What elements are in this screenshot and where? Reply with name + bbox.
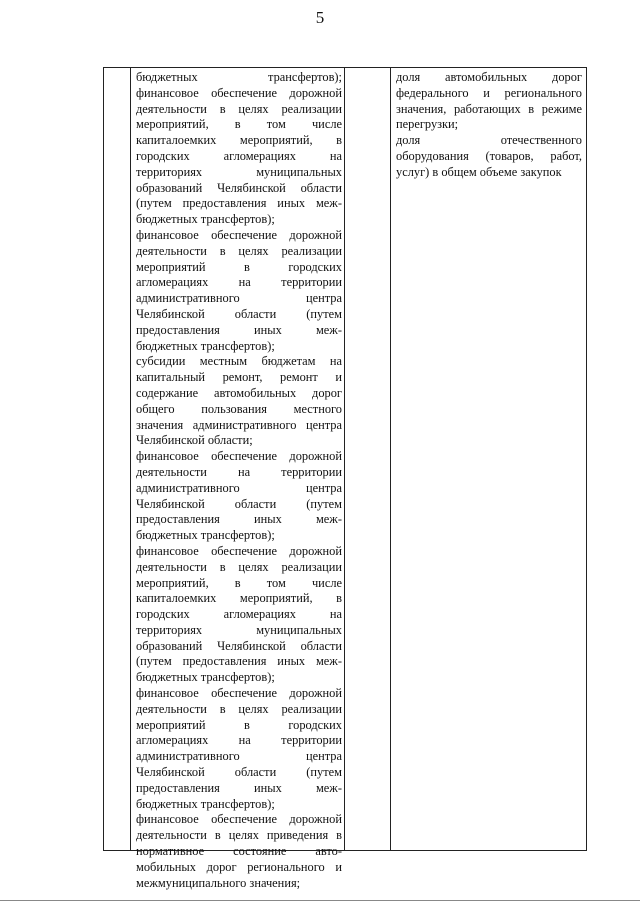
text-line: мероприятий в городских: [136, 717, 342, 732]
page-number: 5: [315, 8, 325, 27]
text-line: нормативное состояние авто-: [136, 844, 342, 859]
text-line: оборудования (товаров, работ,: [396, 148, 582, 163]
text-line: (путем предоставления иных меж-: [136, 196, 342, 211]
text-line: мобильных дорог регионального и: [136, 859, 342, 874]
indicators-cell: [396, 70, 582, 181]
text-line: деятельности в целях реализации: [136, 701, 342, 716]
text-line: финансовое обеспечение дорожной: [136, 812, 342, 827]
text-line: доля автомобильных дорог: [396, 70, 582, 84]
text-line: образований Челябинской области: [136, 638, 342, 653]
text-line: капиталоемких мероприятий, в: [136, 591, 342, 606]
text-line: бюджетных трансфертов);: [136, 212, 275, 227]
text-line: бюджетных трансфертов);: [136, 796, 275, 811]
text-line: Челябинской области (путем: [136, 496, 342, 511]
text-line: капитальный ремонт, ремонт и: [136, 370, 342, 385]
text-line: Челябинской области (путем: [136, 765, 342, 780]
text-line: финансовое обеспечение дорожной: [136, 449, 342, 464]
text-line: бюджетных трансфертов);: [136, 338, 275, 353]
text-line: финансовое обеспечение дорожной: [136, 543, 342, 558]
text-line: бюджетных трансфертов);: [136, 528, 275, 543]
text-line: территориях муниципальных: [136, 164, 342, 179]
text-line: федерального и регионального: [396, 85, 582, 100]
text-line: содержание автомобильных дорог: [136, 385, 342, 400]
text-line: межмуниципального значения;: [136, 875, 301, 890]
column-divider: [130, 68, 131, 850]
text-line: предоставления иных меж-: [136, 322, 342, 337]
text-line: предоставления иных меж-: [136, 780, 342, 795]
text-line: территориях муниципальных: [136, 622, 342, 637]
text-line: деятельности в целях приведения в: [136, 828, 342, 843]
text-line: значения, работающих в режиме: [396, 101, 582, 116]
activities-cell: [136, 70, 342, 891]
text-line: деятельности на территории: [136, 464, 342, 479]
text-line: значения административного центра: [136, 417, 342, 432]
text-line: финансовое обеспечение дорожной: [136, 686, 342, 701]
text-line: агломерациях на территории: [136, 275, 342, 290]
scan-edge-line: [0, 900, 640, 901]
text-line: бюджетных трансфертов);: [136, 670, 275, 685]
text-line: административного центра: [136, 749, 342, 764]
text-line: финансовое обеспечение дорожной: [136, 85, 342, 100]
program-table: [103, 67, 587, 890]
text-line: городских агломерациях на: [136, 607, 342, 622]
text-line: перегрузки;: [396, 117, 459, 132]
text-line: доля отечественного: [396, 133, 582, 148]
text-line: Челябинской области (путем: [136, 306, 342, 321]
text-line: административного центра: [136, 480, 342, 495]
column-divider: [390, 68, 391, 850]
text-line: деятельности в целях реализации: [136, 243, 342, 258]
text-line: городских агломерациях на: [136, 148, 342, 163]
text-line: мероприятий, в том числе: [136, 117, 342, 132]
text-line: образований Челябинской области: [136, 180, 342, 195]
text-line: (путем предоставления иных меж-: [136, 654, 342, 669]
text-line: мероприятий, в том числе: [136, 575, 342, 590]
text-line: деятельности в целях реализации: [136, 559, 342, 574]
text-line: административного центра: [136, 291, 342, 306]
text-line: Челябинской области;: [136, 433, 253, 448]
text-line: субсидии местным бюджетам на: [136, 354, 342, 369]
text-line: услуг) в общем объеме закупок: [396, 164, 562, 179]
text-line: капиталоемких мероприятий, в: [136, 133, 342, 148]
text-line: бюджетных трансфертов);: [136, 70, 342, 84]
text-line: предоставления иных меж-: [136, 512, 342, 527]
column-divider: [344, 68, 345, 850]
text-line: мероприятий в городских: [136, 259, 342, 274]
text-line: деятельности в целях реализации: [136, 101, 342, 116]
text-line: общего пользования местного: [136, 401, 342, 416]
text-line: агломерациях на территории: [136, 733, 342, 748]
text-line: финансовое обеспечение дорожной: [136, 227, 342, 242]
